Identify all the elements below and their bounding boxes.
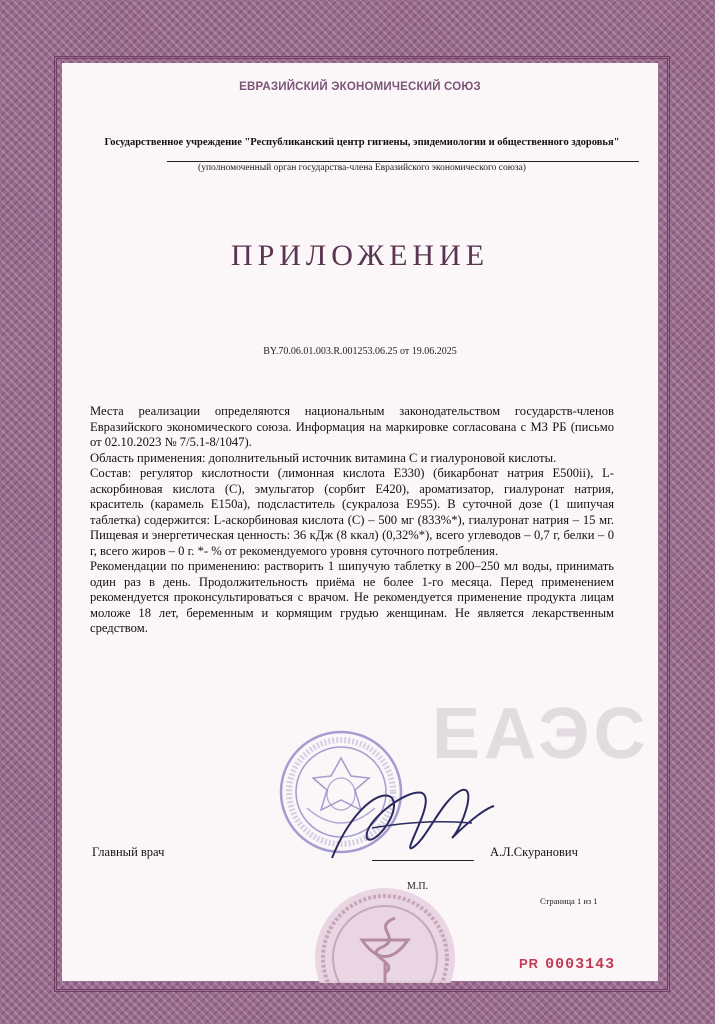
paragraph-scope: Область применения: дополнительный источник витамина С и гиалуроновой кислоты. [90,450,557,465]
paragraph-recommendations: Рекомендации по применению: растворить 1 шипучую таблетку в 200–250 мл воды, принимать один раз в день. Продолжительность приёма не более 1-го месяца. Перед применением рекомендуется проконсультироваться с врачом. Не рекомендуется применение продукта лицам моложе 18 лет, беременным и кормящим грудью женщинам. Не является лекарственным средством. [90,559,614,635]
organization-name: Государственное учреждение "Республиканский центр гигиены, эпидемиологии и общественного здоровья" [104,137,620,148]
serial-number [519,956,615,973]
signature-line [372,860,474,861]
certificate-page [62,63,658,981]
paragraph-distribution: Места реализации определяются национальным законодательством государств-членов Евразийского экономического союза. Информация на маркировке согласована с МЗ РБ (письмо от 02.10.2023 № 7/5.1-8/1047). [90,404,614,449]
eaes-watermark: ЕАЭС [432,694,650,774]
serial-digits: 0003143 [545,956,616,973]
seal-place-label: М.П. [407,881,429,892]
organization-note: (уполномоченный орган государства-члена Евразийского экономического союза) [198,163,526,173]
organization-underline [167,161,639,162]
page-number: Страница 1 из 1 [540,896,598,906]
signer-position: Главный врач [92,845,165,859]
handwritten-signature [312,768,502,878]
signer-name: А.Л.Скуранович [490,845,578,859]
registration-number: BY.70.06.01.003.R.001253.06.25 от 19.06.2025 [263,346,457,357]
bowl-of-hygieia-emblem-icon [310,878,460,983]
paragraph-composition: Состав: регулятор кислотности (лимонная кислота E330) (бикарбонат натрия E500ii), L-аскорбиновая кислота (С), эмульгатор (сорбит E420), ароматизатор, гиалуронат натрия, краситель (карамель E150a), подсластитель (сукралоза E955). В суточной дозе (1 шипучая таблетка) содержится: L-аскорбиновая кислота (С) – 500 мг (833%*), гиалуронат натрия – 15 мг. Пищевая и энергетическая ценность: 36 кДж (8 ккал) (0,32%*), всего углеводов – 0,7 г, белки – 0 г, всего жиров – 0 г. *- % от рекомендуемого уровня суточного потребления. [90,466,614,558]
document-title: ПРИЛОЖЕНИЕ [230,239,490,272]
serial-prefix: PR [519,956,540,971]
body-text [90,404,614,637]
union-title: ЕВРАЗИЙСКИЙ ЭКОНОМИЧЕСКИЙ СОЮЗ [239,81,481,93]
